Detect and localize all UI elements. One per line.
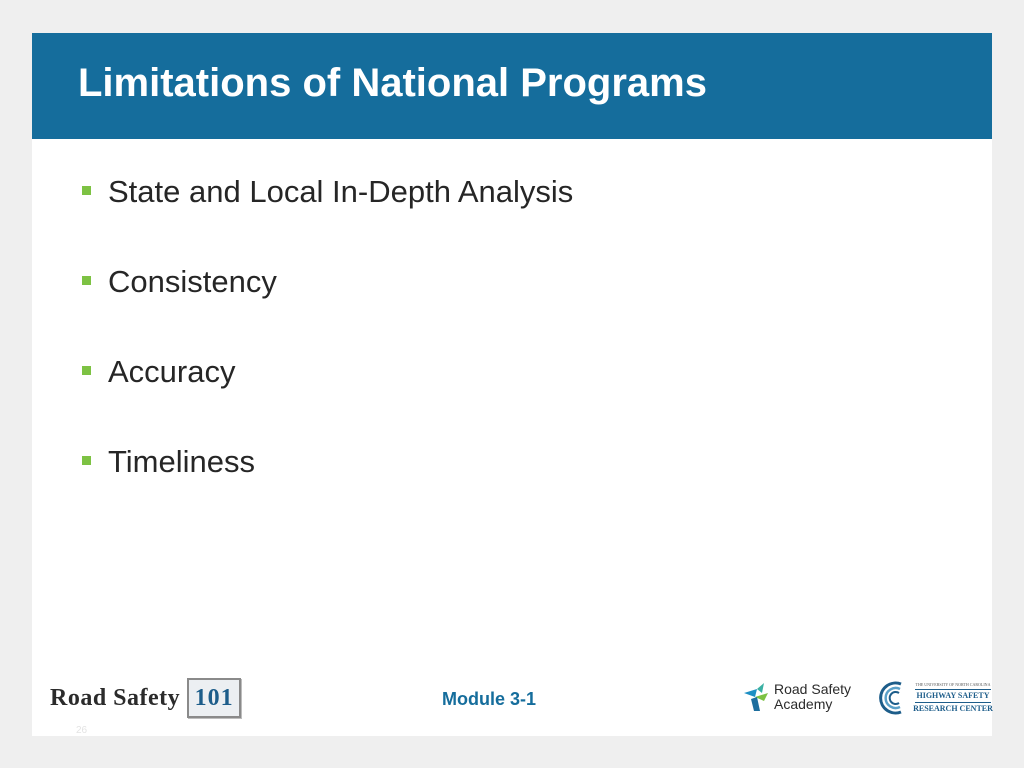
bullet-text: State and Local In-Depth Analysis <box>108 174 574 209</box>
page-number: 26 <box>76 725 88 736</box>
academy-line2: Academy <box>774 696 833 712</box>
slide-title: Limitations of National Programs <box>78 61 707 105</box>
hsrc-line1: HIGHWAY SAFETY <box>916 691 990 700</box>
hsrc-divider <box>915 689 991 690</box>
road-safety-101-logo <box>50 678 241 718</box>
logo-badge <box>187 678 241 718</box>
bullet-text: Timeliness <box>108 444 255 479</box>
road-safety-academy-logo <box>742 681 851 713</box>
bullet-text: Consistency <box>108 264 277 299</box>
bullet-square-icon <box>82 276 91 285</box>
bullet-text: Accuracy <box>108 354 236 389</box>
module-label: Module 3-1 <box>442 689 537 709</box>
hsrc-university: THE UNIVERSITY OF NORTH CAROLINA <box>915 682 991 687</box>
hsrc-line2: RESEARCH CENTER <box>913 704 993 713</box>
academy-line1: Road Safety <box>774 681 852 697</box>
hsrc-divider <box>915 702 991 703</box>
road-safety-academy-icon <box>742 681 772 713</box>
hsrc-text <box>911 682 995 714</box>
bullet-square-icon <box>82 186 91 195</box>
logo-badge-text: 101 <box>194 684 234 711</box>
bullet-square-icon <box>82 456 91 465</box>
hsrc-logo <box>874 679 995 717</box>
academy-text <box>774 682 851 712</box>
hsrc-swirl-icon <box>874 679 908 717</box>
logo-text: Road Safety <box>50 684 181 711</box>
slide <box>32 33 992 736</box>
title-bar <box>32 33 992 139</box>
bullet-square-icon <box>82 366 91 375</box>
